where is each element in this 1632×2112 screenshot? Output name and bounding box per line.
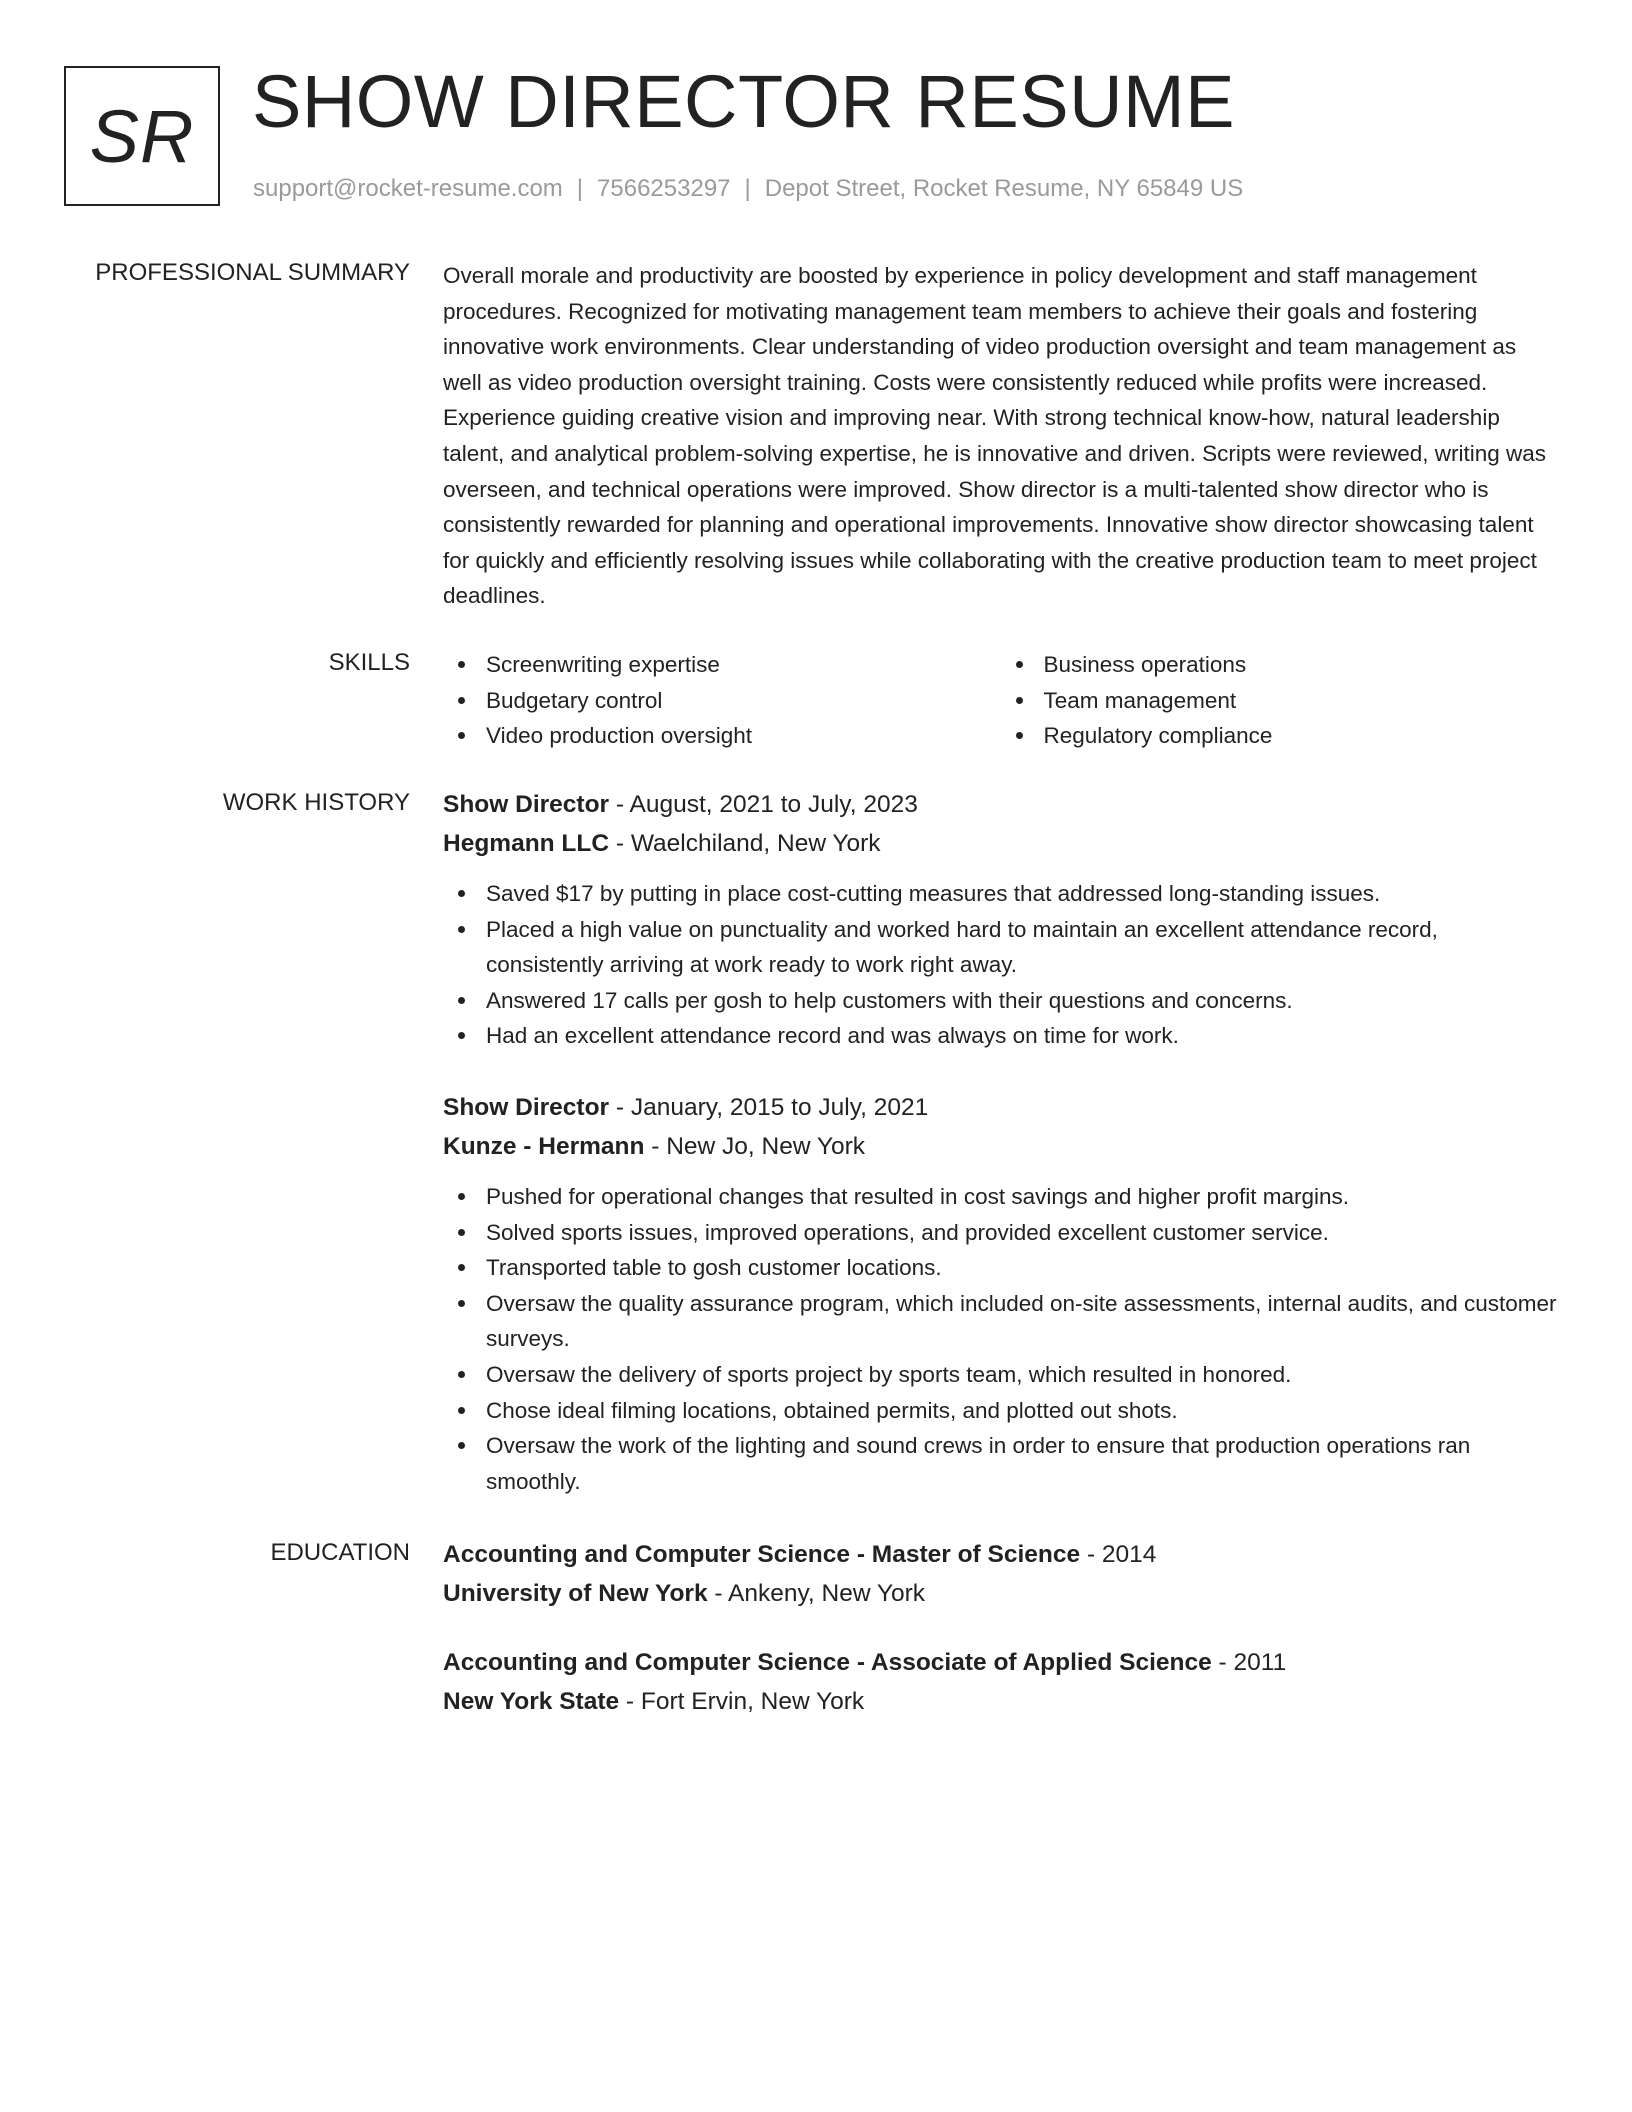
skill-item: Budgetary control [486, 683, 1001, 719]
job-dates: - January, 2015 to July, 2021 [609, 1094, 929, 1121]
job-dates: - August, 2021 to July, 2023 [609, 791, 918, 818]
education-school-line [443, 1574, 1558, 1613]
job-bullets [443, 876, 1558, 1054]
skills-column-left [443, 647, 1001, 754]
job-bullet: Pushed for operational changes that resulted in cost savings and higher profit margins. [443, 1179, 1558, 1215]
contact-line [253, 174, 1243, 204]
job-heading [443, 1088, 1558, 1127]
job-bullet: Chose ideal filming locations, obtained permits, and plotted out shots. [443, 1393, 1558, 1429]
job-location: - Waelchiland, New York [609, 830, 881, 857]
job-company: Hegmann LLC [443, 830, 610, 857]
job-bullet: Solved sports issues, improved operations, and provided excellent customer service. [443, 1215, 1558, 1251]
summary-text: Overall morale and productivity are boosted by experience in policy development and staff management procedures. Recognized for motivating management team members to achieve their goals and fostering innovative work environments. Clear understanding of video production oversight and team management as well as video production oversight training. Costs were consistently reduced while profits were increased. Experience guiding creative vision and improving near. With strong technical know-how, natural leadership talent, and analytical problem-solving expertise, he is innovative and driven. Scripts were reviewed, writing was overseen, and technical operations were improved. Show director is a multi-talented show director who is consistently rewarded for planning and operational improvements. Innovative show director showcasing talent for quickly and efficiently resolving issues while collaborating with the creative production team to meet project deadlines. [443, 263, 1547, 609]
education-entry [443, 1535, 1558, 1613]
contact-address: Depot Street, Rocket Resume, NY 65849 US [764, 175, 1244, 202]
job-bullet: Oversaw the work of the lighting and sound crews in order to ensure that production operations ran smoothly. [443, 1428, 1558, 1499]
job-bullet: Transported table to gosh customer locations. [443, 1250, 1558, 1286]
job-bullet: Placed a high value on punctuality and worked hard to maintain an excellent attendance record, consistently arriving at work ready to work right away. [443, 912, 1558, 983]
education-heading [443, 1535, 1558, 1574]
education-location: - Ankeny, New York [707, 1580, 926, 1607]
monogram: SR [64, 66, 220, 206]
job-location: - New Jo, New York [644, 1133, 866, 1160]
job-entry [443, 785, 1558, 1054]
skills-section [443, 647, 1558, 754]
section-label-summary: PROFESSIONAL SUMMARY [95, 259, 410, 286]
job-company-line [443, 1127, 1558, 1166]
education-entry [443, 1643, 1558, 1721]
education-year: - 2014 [1080, 1541, 1157, 1568]
education-year: - 2011 [1211, 1649, 1287, 1676]
contact-separator: | [576, 175, 584, 202]
skill-item: Regulatory compliance [1044, 718, 1559, 754]
job-bullet: Saved $17 by putting in place cost-cutting measures that addressed long-standing issues. [443, 876, 1558, 912]
summary-section [443, 258, 1558, 614]
skills-grid [443, 647, 1558, 754]
education-school: University of New York [443, 1580, 708, 1607]
section-label-education: EDUCATION [270, 1539, 410, 1566]
job-bullets [443, 1179, 1558, 1499]
job-bullet: Answered 17 calls per gosh to help customers with their questions and concerns. [443, 983, 1558, 1019]
job-bullet: Had an excellent attendance record and was always on time for work. [443, 1018, 1558, 1054]
education-school-line [443, 1682, 1558, 1721]
skill-item: Business operations [1044, 647, 1559, 683]
skill-item: Screenwriting expertise [486, 647, 1001, 683]
education-degree: Accounting and Computer Science - Master of Science [443, 1541, 1081, 1568]
contact-email[interactable]: support@rocket-resume.com [253, 175, 563, 202]
job-company-line [443, 824, 1558, 863]
education-location: - Fort Ervin, New York [619, 1688, 865, 1715]
skills-column-right [1001, 647, 1559, 754]
education-heading [443, 1643, 1558, 1682]
contact-phone[interactable]: 7566253297 [597, 175, 731, 202]
job-bullet: Oversaw the delivery of sports project by sports team, which resulted in honored. [443, 1357, 1558, 1393]
section-label-work-history: WORK HISTORY [222, 789, 410, 816]
contact-separator: | [744, 175, 751, 202]
education-degree: Accounting and Computer Science - Associate of Applied Science [443, 1649, 1212, 1676]
education-school: New York State [443, 1688, 620, 1715]
skill-item: Team management [1044, 683, 1559, 719]
job-heading [443, 785, 1558, 824]
job-company: Kunze - Hermann [443, 1133, 645, 1160]
job-title: Show Director [443, 1094, 610, 1121]
job-entry [443, 1088, 1558, 1499]
job-bullet: Oversaw the quality assurance program, which included on-site assessments, internal audits, and customer surveys. [443, 1286, 1558, 1357]
section-label-skills: SKILLS [328, 649, 410, 676]
page-title: SHOW DIRECTOR RESUME [252, 60, 1236, 143]
job-title: Show Director [443, 791, 610, 818]
skill-item: Video production oversight [486, 718, 1001, 754]
